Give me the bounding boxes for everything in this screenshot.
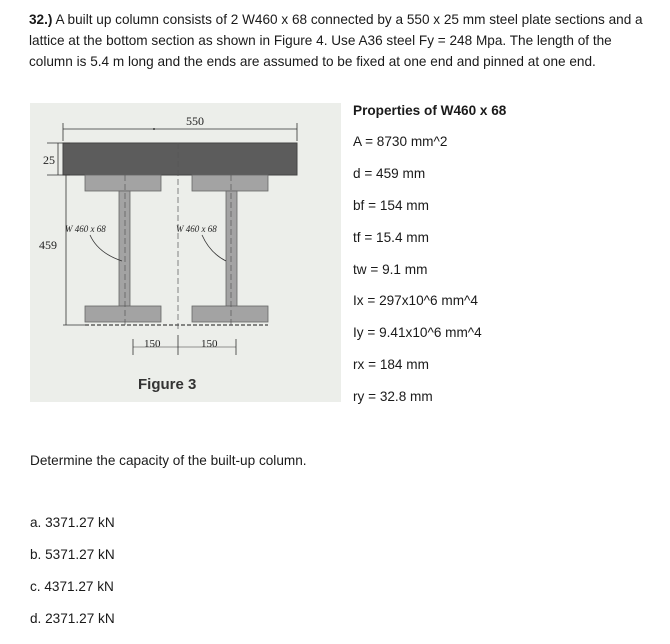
option-d[interactable]: d. 2371.27 kN <box>30 611 115 626</box>
problem-statement <box>29 9 657 72</box>
property-rx: rx = 184 mm <box>353 357 429 372</box>
option-b[interactable]: b. 5371.27 kN <box>30 547 115 562</box>
properties-title: Properties of W460 x 68 <box>353 103 507 118</box>
property-flange-width: bf = 154 mm <box>353 198 429 213</box>
property-area: A = 8730 mm^2 <box>353 134 448 149</box>
property-flange-thickness: tf = 15.4 mm <box>353 230 429 245</box>
dim-bottom-right-label: 150 <box>201 338 218 350</box>
dim-bottom-left-label: 150 <box>144 338 161 350</box>
property-depth: d = 459 mm <box>353 166 426 181</box>
w-section-right <box>192 175 268 322</box>
label-w-left: W 460 x 68 <box>65 224 106 234</box>
question-text: Determine the capacity of the built-up column. <box>30 453 307 468</box>
label-w-right: W 460 x 68 <box>176 224 217 234</box>
property-iy: Iy = 9.41x10^6 mm^4 <box>353 325 482 340</box>
problem-text: A built up column consists of 2 W460 x 68 connected by a 550 x 25 mm steel plate sections and a lattice at the bottom section as shown in Figure 4. Use A36 steel Fy = 248 Mpa. The length of the column is 5.4 m long and the ends are assumed to be fixed at one end and pinned at one end. <box>29 12 643 69</box>
dim-plate-label: 25 <box>43 153 55 167</box>
dim-height-label: 459 <box>39 238 57 252</box>
figure-caption: Figure 3 <box>138 376 197 393</box>
problem-number: 32.) <box>29 12 53 27</box>
figure-image <box>30 103 341 402</box>
property-ix: Ix = 297x10^6 mm^4 <box>353 293 478 308</box>
option-c[interactable]: c. 4371.27 kN <box>30 579 114 594</box>
steel-plate <box>63 143 297 175</box>
w-section-left <box>85 175 161 322</box>
property-web-thickness: tw = 9.1 mm <box>353 262 428 277</box>
option-a[interactable]: a. 3371.27 kN <box>30 515 115 530</box>
dim-top-label: 550 <box>186 114 204 128</box>
property-ry: ry = 32.8 mm <box>353 389 433 404</box>
